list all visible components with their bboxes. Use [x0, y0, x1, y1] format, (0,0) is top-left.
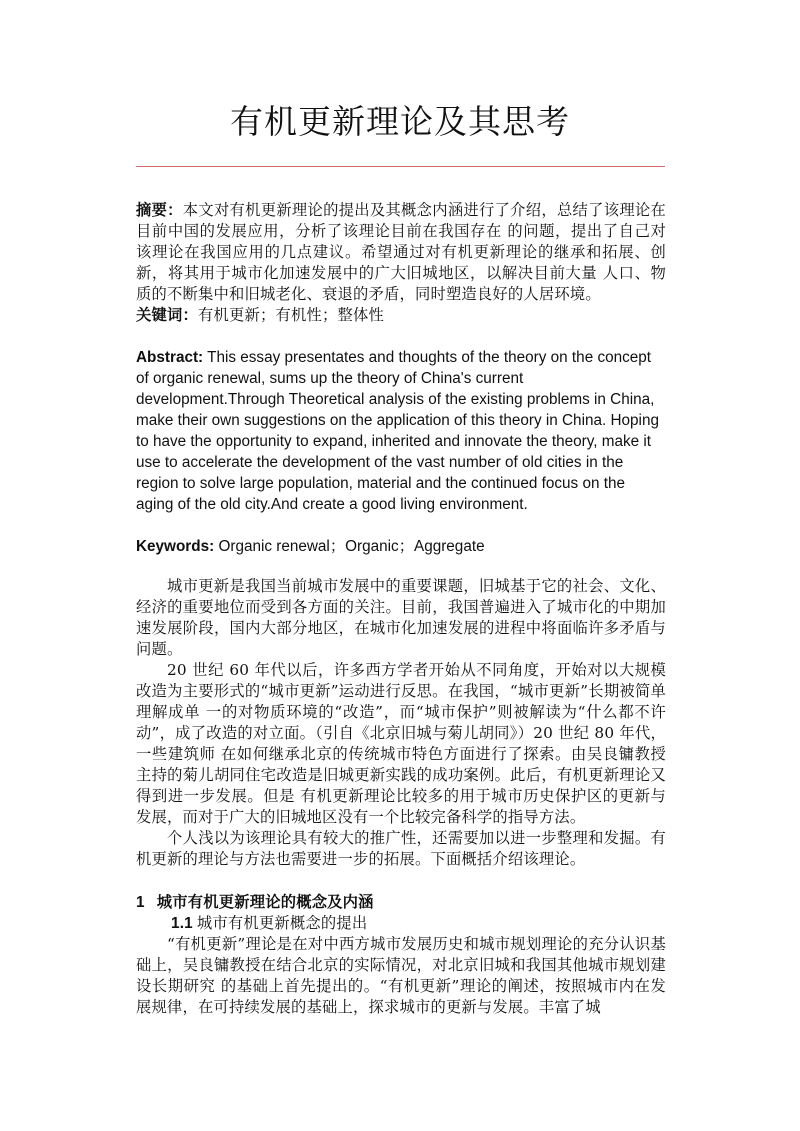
- section-1-title: 城市有机更新理论的概念及内涵: [156, 893, 374, 911]
- keywords-en-label: Keywords:: [136, 538, 215, 555]
- abstract-zh-text: 本文对有机更新理论的提出及其概念内涵进行了介绍，总结了该理论在目前中国的发展应用，分析了该理论目前在我国存在 的问题，提出了自己对该理论在我国应用的几点建议。希望通过对有机更新理论的继承和拓展、创新，将其用于城市化加速发展中的广大旧城地区，以解决目前大量 人口、物质的不断集中和旧城老化、衰退的矛盾，同时塑造良好的人居环境。: [136, 201, 666, 303]
- keywords-zh-text: 有机更新；有机性；整体性: [198, 306, 384, 324]
- body-paragraph-2: 20 世纪 60 年代以后，许多西方学者开始从不同角度，开始对以大规模改造为主要形式的“城市更新”运动进行反思。在我国，“城市更新”长期被简单理解成单 一的对物质环境的“改造”，而“城市保护”则被解读为“什么都不许动”，成了改造的对立面。（引自《北京旧城与菊儿胡同》）20 世纪 80 年代，一些建筑师 在如何继承北京的传统城市特色方面进行了探索。由吴良镛教授主持的菊儿胡同住宅改造是旧城更新实践的成功案例。此后，有机更新理论又得到进一步发展。但是 有机更新理论比较多的用于城市历史保护区的更新与发展，而对于广大的旧城地区没有一个比较完备科学的指导方法。: [136, 661, 666, 826]
- abstract-zh: [136, 200, 666, 305]
- body-paragraph-4: “有机更新”理论是在对中西方城市发展历史和城市规划理论的充分认识基础上，吴良镛教授在结合北京的实际情况，对北京旧城和我国其他城市规划建设长期研究 的基础上首先提出的。“有机更新”理论的阐述，按照城市内在发展规律，在可持续发展的基础上，探求城市的更新与发展。丰富了城: [136, 935, 666, 1016]
- keywords-zh-label: 关键词：: [136, 306, 198, 324]
- keywords-en: [136, 536, 666, 557]
- subsection-1-1-heading: [171, 913, 666, 934]
- subsection-1-1-title: 城市有机更新概念的提出: [196, 914, 368, 932]
- keywords-en-text: Organic renewal；Organic；Aggregate: [214, 538, 485, 555]
- keywords-zh: [136, 305, 666, 326]
- section-1-number: 1: [136, 894, 145, 911]
- body-paragraph-1: 城市更新是我国当前城市发展中的重要课题，旧城基于它的社会、文化、经济的重要地位而受到各方面的关注。目前，我国普遍进入了城市化的中期加速发展阶段，国内大部分地区，在城市化加速发展的进程中将面临许多矛盾与问题。: [136, 577, 666, 658]
- body-paragraph-3: 个人浅以为该理论具有较大的推广性，还需要加以进一步整理和发掘。有机更新的理论与方法也需要进一步的拓展。下面概括介绍该理论。: [136, 829, 666, 868]
- section-1-heading: [136, 892, 666, 913]
- subsection-1-1-number: 1.1: [171, 915, 193, 932]
- page-title: 有机更新理论及其思考: [230, 102, 570, 141]
- abstract-en-text: This essay presentates and thoughts of the theory on the concept of organic renewal, sums up the theory of China's current development.Through Theoretical analysis of the existing problems in China, make their own suggestions on the application of this theory in China. Hoping to have the opportunity to expand, inherited and innovate the theory, make it use to accelerate the development of the vast number of old cities in the region to solve large population, material and the continued focus on the aging of the old city.And create a good living environment.: [136, 349, 659, 513]
- title-divider: [136, 166, 665, 167]
- abstract-en-label: Abstract:: [136, 349, 204, 366]
- abstract-zh-label: 摘要：: [136, 201, 183, 219]
- abstract-en: [136, 347, 666, 515]
